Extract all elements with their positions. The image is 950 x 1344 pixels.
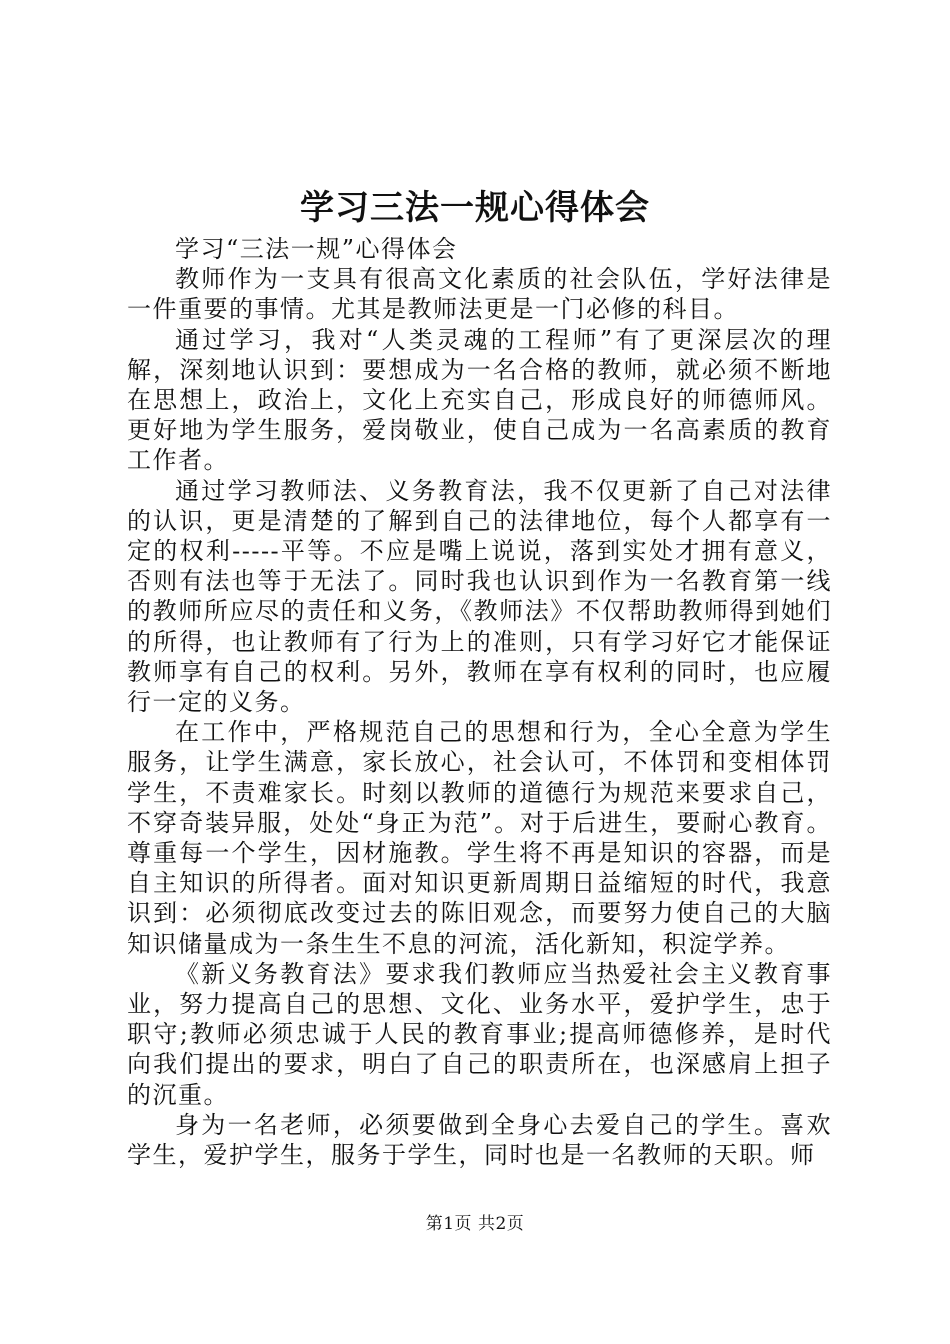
document-title: 学习三法一规心得体会 — [300, 188, 650, 228]
body-paragraph: 学习“三法一规”心得体会 — [175, 235, 458, 263]
body-paragraph: 通过学习教师法、义务教育法，我不仅更新了自己对法律的认识，更是清楚的了解到自己的法律地位，每个人都享有一定的权利-----平等。不应是嘴上说说，落到实处才拥有意义，否则有法也等于无法了。同时我也认识到作为一名教育第一线的教师所应尽的责任和义务，《教师法》不仅帮助教师得到她们的所得，也让教师有了行为上的准则，只有学习好它才能保证教师享有自己的权利。另外，教师在享有权利的同时，也应履行一定的义务。 — [127, 476, 832, 717]
body-paragraph: 通过学习，我对“人类灵魂的工程师”有了更深层次的理解，深刻地认识到：要想成为一名合格的教师，就必须不断地在思想上，政治上，文化上充实自己，形成良好的师德师风。更好地为学生服务，爱岗敬业，使自己成为一名高素质的教育工作者。 — [127, 325, 832, 475]
document-body — [127, 234, 832, 1170]
body-paragraph: 《新义务教育法》要求我们教师应当热爱社会主义教育事业，努力提高自己的思想、文化、业务水平，爱护学生，忠于职守;教师必须忠诚于人民的教育事业;提高师德修养，是时代向我们提出的要求，明白了自己的职责所在，也深感肩上担子的沉重。 — [127, 959, 832, 1109]
body-paragraph: 教师作为一支具有很高文化素质的社会队伍，学好法律是一件重要的事情。尤其是教师法更是一门必修的科目。 — [127, 265, 832, 324]
body-paragraph: 在工作中，严格规范自己的思想和行为，全心全意为学生服务，让学生满意，家长放心，社会认可，不体罚和变相体罚学生，不责难家长。时刻以教师的道德行为规范来要求自己，不穿奇装异服，处处“身正为范”。对于后进生，要耐心教育。尊重每一个学生，因材施教。学生将不再是知识的容器，而是自主知识的所得者。面对知识更新周期日益缩短的时代，我意识到：必须彻底改变过去的陈旧观念，而要努力使自己的大脑知识储量成为一条生生不息的河流，活化新知，积淀学养。 — [127, 718, 832, 958]
page-number-footer: 第1页 共2页 — [425, 1214, 525, 1234]
body-paragraph: 身为一名老师，必须要做到全身心去爱自己的学生。喜欢学生，爱护学生，服务于学生，同时也是一名教师的天职。师 — [127, 1110, 832, 1170]
